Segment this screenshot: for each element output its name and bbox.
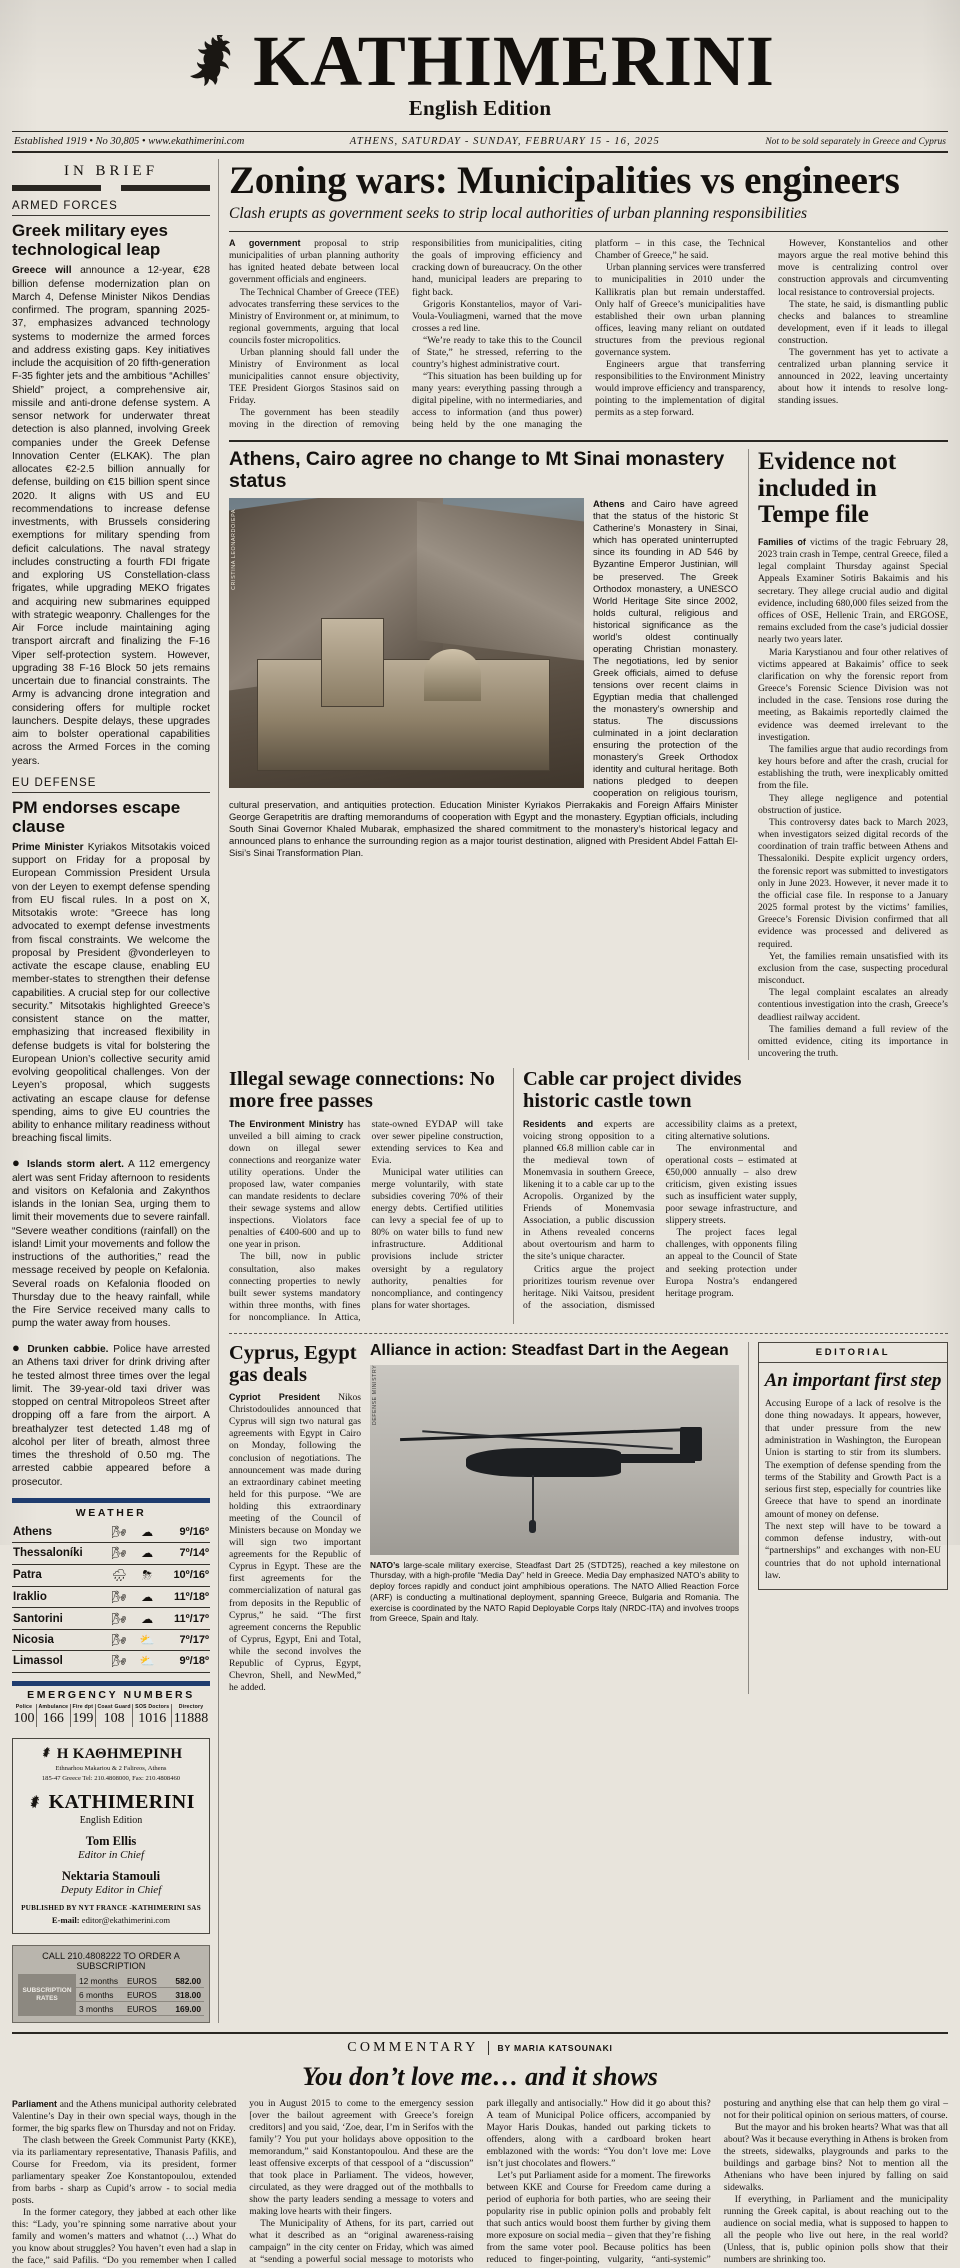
weather-table: [12, 1522, 210, 1673]
subscription-call: CALL 210.4808222 TO ORDER A SUBSCRIPTION: [42, 1951, 180, 1972]
lead-para: The state, he said, is dismantling public checks and balances to streamline development, even if it leads to illegal construction.: [778, 298, 948, 346]
editorial-para: Accusing Europe of a lack of resolve is the done thing nowadays. It appears, however, that under pressure from the new administration in Washington, the European Union is starting to stir from its slumbers. The exemption of defense spending from the terms of the Stability and Growth Pact is a serious first step, especially for countries like Greece that have to spend an inordinate amount of money on defense.: [765, 1398, 941, 1520]
imprint-address-1: Ethnarhou Makariou & 2 Falireos, Athens: [55, 1764, 167, 1772]
weather-city: Thessaloníki: [12, 1543, 105, 1564]
cablecar-body: [523, 1119, 797, 1312]
brief-kicker: EU DEFENSE: [12, 777, 210, 793]
brief-bullet-storm-alert: [12, 1155, 210, 1331]
sewage-article: [229, 1068, 503, 1324]
sinai-photo: [229, 498, 584, 788]
weather-row: [12, 1564, 210, 1586]
editorial-label: EDITORIAL: [759, 1343, 947, 1363]
cloud-icon: ☁: [133, 1522, 161, 1543]
masthead-title-row: [12, 21, 948, 101]
mid-stories-row: [229, 1068, 948, 1324]
cyprus-para: [229, 1392, 361, 1694]
weather-label: WEATHER: [75, 1506, 147, 1519]
weather-temp: 7º/14º: [161, 1543, 210, 1564]
emergency-header: Coast Guard: [95, 1704, 133, 1711]
bottom-row: [229, 1342, 948, 1694]
bullet-title: Islands storm alert.: [26, 1158, 124, 1170]
lead-body: [229, 238, 948, 431]
griffin-logo-icon: [185, 29, 243, 93]
griffin-logo-icon: [40, 1746, 53, 1759]
imprint-email-address[interactable]: editor@ekathimerini.com: [81, 1915, 171, 1926]
lead-para: Engineers argue that transferring responsibilities to the Environment Ministry would improve efficiency and transparency, pointing to the implementation of digital permits as a step forward.: [595, 358, 766, 419]
commentary-label: COMMENTARY: [347, 2040, 479, 2056]
imprint-editor-name: Tom Ellis: [85, 1834, 137, 1849]
imprint-greek-name: [18, 1746, 204, 1763]
weather-city: Nicosia: [12, 1629, 105, 1650]
emergency-headers: [12, 1704, 210, 1711]
cyprus-headline[interactable]: Cyprus, Egypt gas deals: [229, 1341, 357, 1387]
sewage-para: The bill, now in public consultation, also makes connecting properties to newly built sewer systems mandatory within three months, with fines for noncompliance. In Attica, state-owned EYDAP will take over sewer pipeline construction, extending services to Kea and Evia.: [229, 1118, 503, 1323]
lead-para: However, Konstantelios and other mayors argue the real motive behind this move is centralizing control over construction approvals and circumventing local resistance to controversial projects.: [778, 238, 948, 298]
masthead-notice: Not to be sold separately in Greece and Cyprus: [765, 136, 946, 147]
lead-para: The government has yet to activate a centralized urban planning service it announced in 2022, leaving uncertainty about how it intends to resolve long-standing issues.: [778, 346, 948, 407]
imprint-editor-role: Editor in Chief: [78, 1849, 144, 1862]
editorial-column: [748, 1342, 948, 1694]
emergency-label: EMERGENCY NUMBERS: [27, 1688, 195, 1701]
commentary-para: The clash between the Greek Communist Party (KKE), via its parliamentary representative, Thanasis Pafilis, and Course for Freedom, via its president, former parliamentary speaker Zoe Konstantopoulou, extended from barbs - sharp as Cupid’s arrow - to social media posts.: [12, 2136, 237, 2207]
tempe-para: The families demand a full review of the omitted evidence, citing its importance in uncovering the truth.: [758, 1023, 948, 1060]
sinai-body-text: and Cairo have agreed that the status of the historic St Catherine’s Monastery in Sinai, which has operated uninterrupted since its founding in AD 546 by Byzantine Emperor Justinian, will be preserved. The Greek Orthodox monastery, a UNESCO World Heritage Site since 2002, holds cultural, religious and historical significance as the world’s oldest continually operating Christian monastery. The negotiations, led by senior Greek officials, aimed to defuse tensions over recent claims in Egyptian media that challenged the monastery’s ownership and status. The discussions culminated in a joint declaration ensuring the protection of the monastery’s Greek Orthodox identity and cultural heritage. Both nations pledged to deepen cooperation on religious tourism, cultural preservation, and antiquities protection. Education Minister Kyriakos Pierrakakis and Foreign Affairs Minister George Gerapetritis are drafting memorandums of cooperation with Egypt and the monastery. Egyptian officials, including South Sinai Governor Khaled Mubarak, emphasized the shared commitment to the monastery’s historical legacy and announced plans to enhance the surrounding region as a major tourist destination, aligned with President Abdel Fattah El-Sisi’s Sinai Transformation Plan.: [229, 498, 738, 859]
dashed-rule: [229, 1333, 948, 1334]
emergency-number: 166: [36, 1711, 70, 1727]
weather-row: [12, 1522, 210, 1543]
subscription-period: 6 months: [79, 1989, 114, 2000]
masthead-established: Established 1919 • No 30,805 • www.ekathimerini.com: [14, 136, 245, 148]
cablecar-para-text: experts are voicing strong opposition to a planned €6.8 million cable car in the medieval town of Monemvasia in southern Greece, likening it to a cable car up to the Acropolis. Organized by the Friends of Monemvasia Association, a public discussion in Athens revealed concerns about overtourism and harm to the site’s unique character.: [523, 1118, 655, 1263]
cloud-icon: ☁: [133, 1608, 161, 1629]
tempe-para: They allege negligence and potential obstruction of justice.: [758, 792, 948, 816]
sun-cloud-icon: ⛅: [133, 1651, 161, 1672]
masthead-dateline: ATHENS, SATURDAY - SUNDAY, FEBRUARY 15 - 16, 2025: [349, 136, 660, 148]
weather-city: Patra: [12, 1564, 105, 1586]
sewage-headline[interactable]: Illegal sewage connections: No more free passes: [229, 1068, 495, 1113]
aegean-photo: [370, 1365, 739, 1555]
aegean-headline[interactable]: Alliance in action: Steadfast Dart in the Aegean: [370, 1341, 729, 1359]
imprint-english-name-text: KATHIMERINI: [48, 1791, 195, 1814]
imprint-email[interactable]: [18, 1915, 204, 1925]
tempe-para-text: victims of the tragic February 28, 2023 train crash in Tempe, central Greece, filed a legal complaint Thursday against Special Appeals Examiner Sotiris Bakaimis and his secretary. They allege crucial audio and digital evidence, including 680,000 files seized from the offices of OSE, Hellenic Train, and ERGOSE, remains excluded from the case’s judicial dossier nearly two years later.: [758, 536, 948, 646]
brief-headline[interactable]: Greek military eyes technological leap: [12, 221, 168, 260]
bullet-dot-icon: ●: [12, 1154, 27, 1170]
left-rail: [12, 159, 219, 2023]
weather-temp: 11º/17º: [161, 1608, 210, 1629]
emergency-header: Directory: [172, 1704, 210, 1711]
editorial-headline[interactable]: An important first step: [764, 1369, 942, 1391]
cablecar-lead-in: Residents and: [523, 1118, 594, 1129]
cablecar-para: [523, 1119, 655, 1264]
tempe-para: This controversy dates back to March 2023, when investigators seized digital records of the coordination of train traffic between Athens and Thessaloniki. Despite explicit urgency orders, the forensic report was submitted to investigators only in June 2023. However, it never made it to the official case file. In response to a January 2025 formal protest by the victims’ families, Greece’s Forensic Division confirmed that all evidence was processed and delivered as required.: [758, 816, 948, 950]
cyprus-article: [229, 1342, 361, 1694]
editorial-box: [758, 1342, 948, 1590]
sinai-lead-in: Athens: [593, 498, 625, 510]
subscription-row: [76, 1988, 204, 2002]
tempe-para: The families argue that audio recordings from key hours before and after the crash, crucial for establishing the truth, were inexplicably omitted from the file.: [758, 743, 948, 792]
commentary-para: The Municipality of Athens, for its part, carried out what it described as an “original awareness-raising campaign” in the city center on Friday, which was aimed at “sending a powerful social message to motorists who park illegally and antisocially.” How did it go about this? A team of Municipal Police officers, accompanied by Mayor Haris Doukas, handed out parking tickets to offenders, along with a cardboard broken heart emblazoned with the words: “You don’t love me: Love isn’t just chocolates and flowers.”: [249, 2099, 711, 2265]
tempe-para: [758, 537, 948, 647]
lead-para: Urban planning services were transferred to municipalities in 2010 under the Kallikratis plan but remain understaffed. Only half of Greece’s municipalities have established their own urban planning offices, leaving many reliant on outdated structures from the previous regional governance system.: [595, 262, 765, 358]
bullet-dot-icon: ●: [12, 1339, 28, 1355]
emergency-divider: [12, 1681, 210, 1686]
emergency-number: 11888: [172, 1711, 210, 1727]
emergency-header: Fire dpt: [70, 1704, 95, 1711]
cablecar-body-columns: [523, 1119, 797, 1312]
lead-para: [229, 238, 399, 286]
sewage-para: [229, 1119, 361, 1252]
weather-city: Santorini: [12, 1608, 105, 1629]
emergency-number: 100: [13, 1710, 35, 1726]
photo-helicopter-body: [466, 1448, 621, 1477]
cablecar-para: Critics argue the project prioritizes tourism revenue over heritage. Niki Vaitsou, president of the association, dismissed accessibility claims as a pretext, citing alternative solutions.: [523, 1118, 797, 1311]
emergency-table: [12, 1704, 210, 1727]
subscription-rows: [76, 1974, 204, 2016]
brief-text: Kyriakos Mitsotakis voiced support on Friday for a proposal by European Commission President Ursula von der Leyen to exempt defense spending from EU fiscal rules. In a post on X, Mitsotakis wrote: “Greece has long advocated to exempt defense investments from fiscal constraints. We welcome the proposal by President @vonderleyen to activate the escape clause, enabling EU member-states to strengthen their defense capabilities. A crucial step for our collective security.” Mitsotakis highlighted Greece’s consistent stance on the matter, emphasizing that increased flexibility in defense budgets is vital for bolstering the European Union’s collective security amid evolving geopolitical challenges. Von der Leyen’s proposal, which suggests activating an escape clause for defense spending, aims to give EU countries the ability to enhance military readiness without breaching fiscal limits.: [12, 841, 210, 1145]
tempe-headline[interactable]: Evidence not included in Tempe file: [758, 448, 897, 529]
bullet-text: Police have arrested an Athens taxi driver for drink driving after he tested almost three times over the legal limit. The 39-year-old taxi driver was stopped on central Mitropoleos Street after dropping off a fare from the airport. A breathalyzer test detected 1.48 mg of alcohol per liter of breath, almost three times the threshold of 0.50 mg. The arrested cabbie appeared before a prosecutor.: [12, 1343, 210, 1488]
commentary-para: In the former category, they jabbed at each other like this: “Lady, you’re spinning some narrative about your family and women’s matters and whatnot (…) What do you know about struggles? You haven’t even had a slap in the face,” said Pafilis. “Do you remember when I called you in August 2015 to come to the emergency session [over the bailout agreement with Greece’s foreign creditors] and you said, ‘Zoe, dear, I’m in Serifos with the family’? You put your holidays above opposition to the memorandum,” said Konstantopoulou. And these are the least offensive excerpts of that cesspool of a “discussion” that took place in Parliament. The videos, however, circulated, as they were dragged out of the mothballs to show the party leaders sending a message to voters and making love hearts with their fingers.: [12, 2099, 474, 2266]
brief-headline[interactable]: PM endorses escape clause: [12, 797, 181, 836]
sewage-para-text: has unveiled a bill aiming to crack down on illegal sewer connections and reorganize water utility operations. Under the proposed law, water companies can mandate residents to declare their sewage systems and allow inspections. Violators face penalties of €400-600 and up to one year in prison.: [229, 1118, 361, 1251]
weather-city: Limassol: [12, 1651, 105, 1672]
wind-icon: 🌬: [105, 1629, 133, 1650]
lead-para: The government has been steadily moving in the direction of removing responsibilities from municipalities, citing the goals of improving efficiency and cracking down of bureaucracy. On the other hand, municipal leaders are preparing to fight back.: [229, 238, 582, 431]
cablecar-para: The project faces legal challenges, with opponents filing an appeal to the Council of State and seeking protection under Europa Nostra’s endangered heritage program.: [665, 1227, 797, 1299]
brief-body: [12, 264, 210, 768]
weather-temp: 10º/16º: [161, 1564, 210, 1586]
weather-row: [12, 1629, 210, 1650]
cablecar-article: [513, 1068, 797, 1324]
aegean-article: [370, 1342, 739, 1694]
emergency-header: SOS Doctors: [133, 1704, 172, 1711]
tempe-body: [758, 537, 948, 1060]
lead-para: The Technical Chamber of Greece (TEE) advocates transferring these services to the Ministry of Environment or, at minimum, to regional governments, arguing that local councils foster micropolitics.: [229, 286, 399, 346]
cablecar-para: The environmental and operational costs – estimated at €50,000 annually – also drew criticism, given existing issues such as insufficient water supply, poor sewage infrastructure, and slippery streets.: [665, 1142, 797, 1227]
lead-para: Grigoris Konstantelios, mayor of Vari-Voula-Vouliagmeni, warned that the move crosses a red line.: [412, 298, 582, 334]
weather-row: [12, 1651, 210, 1672]
masthead: [12, 0, 948, 153]
page-columns: [12, 159, 948, 2023]
weather-temp: 7º/17º: [161, 1629, 210, 1650]
tempe-para: The legal complaint escalates an already contentious investigation into the crash, Greece’s deadliest railway accident.: [758, 987, 948, 1023]
wind-icon: 🌬: [105, 1608, 133, 1629]
commentary-para: Let’s put Parliament aside for a moment. The fireworks between KKE and Course for Freedom came during a period of euphoria for both parties, who are seeing their popularity rise in public opinion polls and probably felt that such antics would boost them further by giving them more exposure on social media – given that they’re fishing from the same voter pool. Because politics has been reduced to finger-pointing, vulgarity, “anti-systemic” posturing and anything else that can help them go viral – not for their political opinion on serious matters, of course.: [486, 2099, 948, 2265]
subscription-row: [76, 1974, 204, 1988]
sinai-article: [229, 449, 738, 1060]
brief-kicker: ARMED FORCES: [12, 200, 210, 216]
masthead-title: KATHIMERINI: [253, 21, 775, 101]
lead-body-columns: [229, 238, 948, 431]
photo-monastery-dome: [424, 649, 481, 701]
lead-para: Urban planning should fall under the Ministry of Environment as local municipalities cannot ensure objectivity, TEE President Giorgos Stasinos said on Friday.: [229, 346, 399, 407]
weather-row: [12, 1608, 210, 1629]
wind-icon: 🌬: [105, 1522, 133, 1543]
imprint-deputy-name: Nektaria Stamouli: [61, 1869, 161, 1884]
bullet-text: A 112 emergency alert was sent Friday afternoon to residents and visitors on Kefalonia and Zakynthos islands in the Ionian Sea, urging them to limit their movements due to severe rainfall. “Severe weather conditions (rainfall) on the island! Limit your movements and follow the instructions of the authorities,” read the message received by people on Kefalonia. Several roads on Kefalonia flooded on Thursday due to the heavy rainfall, while the Fire Service received many calls to pump the water away from houses.: [12, 1158, 210, 1330]
lead-headline[interactable]: Zoning wars: Municipalities vs engineers: [229, 159, 900, 203]
imprint-greek-name-text: Η ΚΑΘΗΜΕΡΙΝΗ: [56, 1745, 183, 1762]
sinai-tempe-row: [229, 449, 948, 1060]
subscription-currency: EUROS: [127, 2003, 157, 2014]
brief-bullet-drunken-cabbie: [12, 1340, 210, 1489]
weather-temp: 9º/18º: [161, 1651, 210, 1672]
commentary-header: [12, 2034, 948, 2060]
photo-soldier-figure: [529, 1520, 536, 1533]
brief-body: [12, 841, 210, 1146]
lead-para: “This situation has been building up for many years: everything passing through a digital pipeline, with no intermediaries, and access to information (and thus power) being held by the one managing the platform – in this case, the Technical Chamber of Greece,” he said.: [412, 238, 765, 431]
subscription-currency: EUROS: [127, 1975, 157, 1986]
in-brief-title: IN BRIEF: [63, 163, 159, 180]
aegean-caption-text: large-scale military exercise, Steadfast Dart 25 (STDT25), reached a key milestone on Thursday, with a high-profile “Media Day” held in Greece. Media Day emphasized NATO’s ability to deploy forces rapidly and conduct joint amphibious operations. The NATO Allied Reaction Force (ARF) is conducting a multinational deployment, spanning Greece, Bulgaria and Romania. The exercise is coordinated by the NATO Rapid Deployable Corps Italy (NRDC-ITA) and involves troops from Greece, Spain and Italy.: [370, 1559, 739, 1624]
wind-icon: 🌬: [105, 1543, 133, 1564]
tempe-lead-in: Families of: [758, 536, 806, 547]
aegean-caption-lead-in: NATO’s: [370, 1559, 400, 1570]
bullet-title: Drunken cabbie.: [27, 1343, 109, 1355]
cloud-icon: ☁: [133, 1543, 161, 1564]
sewage-para: Municipal water utilities can merge voluntarily, with state subsidies covering 70% of their energy debts. Certified utilities can levy a special fee of up to 80% on water bills to fund new infrastructure. Additional provisions include stricter oversight by a regulatory authority, penalties for noncompliance, and contingency plans for water shortages.: [371, 1166, 503, 1311]
photo-monastery-tower: [321, 618, 383, 707]
imprint-box: [12, 1738, 210, 1935]
photo-monastery-wall: [257, 659, 550, 771]
commentary-headline[interactable]: You don’t love me… and it shows: [302, 2062, 658, 2092]
subscription-box: [12, 1945, 210, 2023]
masthead-subtitle: English Edition: [408, 96, 552, 121]
imprint-english-name: [18, 1791, 204, 1814]
commentary-para: If everything, in Parliament and the municipality running the Greek capital, is about reaching out to the audience on social media, what is supposed to happen to all the people who live out here, in the real world? (Unless, that is, public opinion polls show that their numbers are shrinking too.: [723, 2195, 948, 2265]
lead-lead-in: A government: [229, 238, 301, 249]
subscription-badge: SUBSCRIPTION RATES: [18, 1974, 76, 2016]
weather-row: [12, 1543, 210, 1564]
brief-lead-in: Prime Minister: [12, 841, 84, 853]
commentary-para: But the mayor and his broken hearts? What was that all about? Was it because everything in Athens is broken from the streets, sidewalks, playgrounds and parks to the buildings and garbage bins? Not to mention all the Athenians who have been injured by falling on said sidewalks.: [723, 2123, 948, 2194]
subscription-price: 169.00: [175, 2003, 201, 2014]
emergency-number: 1016: [133, 1711, 172, 1727]
commentary-para-text: and the Athens municipal authority celebrated Valentine’s Day in their own special ways, though in the former, the big sparks flew on Thursday and not on Friday.: [12, 2100, 237, 2135]
brief-item-eu-defense: [12, 777, 210, 1146]
photo-rock-right: [417, 501, 584, 664]
tempe-para: Yet, the families remain unsatisfied with its exclusion from the case, suspecting procedural misconduct.: [758, 950, 948, 987]
weather-divider: [12, 1498, 210, 1503]
imprint-address-2: 185-47 Greece Tel: 210.4808000, Fax: 210.4808460: [41, 1775, 181, 1783]
sewage-body: [229, 1119, 503, 1324]
storm-icon: ⛈: [133, 1564, 161, 1586]
weather-row: [12, 1587, 210, 1608]
imprint-publisher: PUBLISHED BY NYT FRANCE -KATHIMERINI SAS: [21, 1904, 201, 1913]
emergency-number: 108: [95, 1711, 133, 1727]
masthead-info-bar: [12, 132, 948, 153]
commentary-lead-in: Parliament: [12, 2099, 57, 2110]
commentary-separator: [488, 2041, 489, 2055]
brief-lead-in: Greece will: [12, 265, 72, 277]
subscription-row: [76, 2002, 204, 2016]
subscription-period: 12 months: [79, 1975, 119, 1986]
emergency-header: Ambulance: [36, 1704, 70, 1711]
lead-para-text: proposal to strip municipalities of urban planning authority has ignited heated debate between local government officials and engineers.: [229, 238, 399, 286]
cyprus-para-text: Nikos Christodoulides announced that Cyprus will sign two natural gas agreements with Egypt in Cairo on Monday, following the conclusion of negotiations. The announcement was made during an extraordinary cabinet meeting held for this purpose. “We are holding this extraordinary meeting of the Council of Ministers because on Monday we will sign two important agreements for the Republic of Cyprus in Egypt. These are the first agreements for the commercialization of natural gas from deposits in the Republic of Cyprus,” he said. “The first agreement concerns the Republic of Cyprus, Egypt, Eni and Total, while the second involves the Republic of Cyprus, Egypt, Chevron, Shell, and NewMed,” he added.: [229, 1392, 361, 1694]
griffin-logo-icon: [27, 1794, 43, 1810]
section-rule: [229, 440, 948, 442]
sewage-body-columns: [229, 1119, 503, 1324]
sewage-lead-in: The Environment Ministry: [229, 1118, 344, 1129]
emergency-numbers: [12, 1711, 210, 1727]
subscription-price: 582.00: [175, 1975, 201, 1986]
sinai-photo-credit: CRISTINA LEONARDO/EPA: [231, 509, 237, 591]
weather-city: Athens: [12, 1522, 105, 1543]
commentary-body: [12, 2099, 948, 2268]
cyprus-body: [229, 1392, 361, 1694]
photo-helicopter-fin: [680, 1427, 702, 1461]
sun-cloud-icon: ⛅: [133, 1629, 161, 1650]
rain-icon: 🌧: [105, 1564, 133, 1586]
weather-temp: 11º/18º: [161, 1587, 210, 1608]
cablecar-headline[interactable]: Cable car project divides historic castle town: [523, 1068, 742, 1113]
lead-deck: Clash erupts as government seeks to strip local authorities of urban planning responsibilities: [229, 205, 808, 223]
wind-icon: 🌬: [105, 1651, 133, 1672]
emergency-header: Police: [15, 1703, 33, 1710]
subscription-grid: [18, 1974, 204, 2016]
lead-para: “We’re ready to take this to the Council of State,” he stressed, referring to the country’s highest administrative court.: [412, 334, 582, 370]
weather-temp: 9º/16º: [161, 1522, 210, 1543]
in-brief-divider: [12, 185, 210, 191]
tempe-para: Maria Karystianou and four other relatives of victims appeared at Bakaimis’ office to seek clarification on why the forensic report from Greece’s Forensic Science Division was not included in the case. Tensions rose during the meeting, as Bakaimis reportedly claimed the evidence was deemed irrelevant to the investigation.: [758, 646, 948, 743]
subscription-period: 3 months: [79, 2003, 114, 2014]
cyprus-lead-in: Cypriot President: [229, 1392, 320, 1403]
lead-rule: [229, 231, 948, 232]
cloud-icon: ☁: [133, 1587, 161, 1608]
aegean-photo-credit: DEFENSE MINISTRY: [372, 1364, 378, 1425]
weather-city: Iraklio: [12, 1587, 105, 1608]
commentary-para: [12, 2099, 236, 2136]
imprint-edition: English Edition: [79, 1815, 143, 1827]
subscription-price: 318.00: [175, 1989, 201, 2000]
aegean-caption: [370, 1560, 739, 1625]
imprint-email-label: E-mail:: [51, 1915, 80, 1926]
sinai-headline[interactable]: Athens, Cairo agree no change to Mt Sinai monastery status: [229, 448, 725, 492]
commentary-byline: BY MARIA KATSOUNAKI: [497, 2043, 613, 2054]
imprint-deputy-role: Deputy Editor in Chief: [60, 1884, 162, 1897]
subscription-currency: EUROS: [127, 1989, 157, 2000]
wind-icon: 🌬: [105, 1587, 133, 1608]
commentary-body-columns: [12, 2099, 948, 2268]
brief-text: announce a 12-year, €28 billion defense modernization plan on March 4, Defense Minister Nikos Dendias confirmed. The program, spanning 2025-37, emphasizes advanced technology systems to modernize the armed forces and address existing gaps. Key initiatives include the acquisition of 20 fifth-generation F-35 fighter jets and the ambitious “Achilles’ Shield” project, a comprehensive air, missile and anti-drone defense system. A sensor network for underwater threat detection is also planned, involving Greek companies under the Greek Defense Innovation Center (ELKAK). The plan allocates €2-2.5 billion annually for defense, building on €15 billion spent since 2020. It aligns with US and EU recommendations to increase defense investments, with Brussels considering exemptions for military spending from deficit calculations. The naval strategy includes constructing a fourth FDI frigate and exploring US Constellation-class frigates, while upgrading MEKO frigates and acquiring new submarines equipped with strategic weaponry. Challenges for the Air Force include maintaining aging transport aircraft and finalizing the F-16 Viper self-protection system. However, upgrading 38 F-16 Block 50 jets remains uncertain due to financial constraints. The Army is advancing drone integration and considering offers for multiple rocket launchers. Despite delays, these upgrades aim to bolster operational capabilities across the Armed Forces in the coming years.: [12, 265, 210, 767]
tempe-article: [748, 449, 948, 1060]
main-column: [219, 159, 948, 2023]
editorial-body: [759, 1398, 947, 1589]
brief-item-armed-forces: [12, 200, 210, 768]
emergency-number: 199: [72, 1710, 94, 1726]
editorial-para: The next step will have to be toward a common defense industry, with-out “partnerships” and exchanges with non-EU countries that do not uphold international law.: [765, 1520, 941, 1581]
